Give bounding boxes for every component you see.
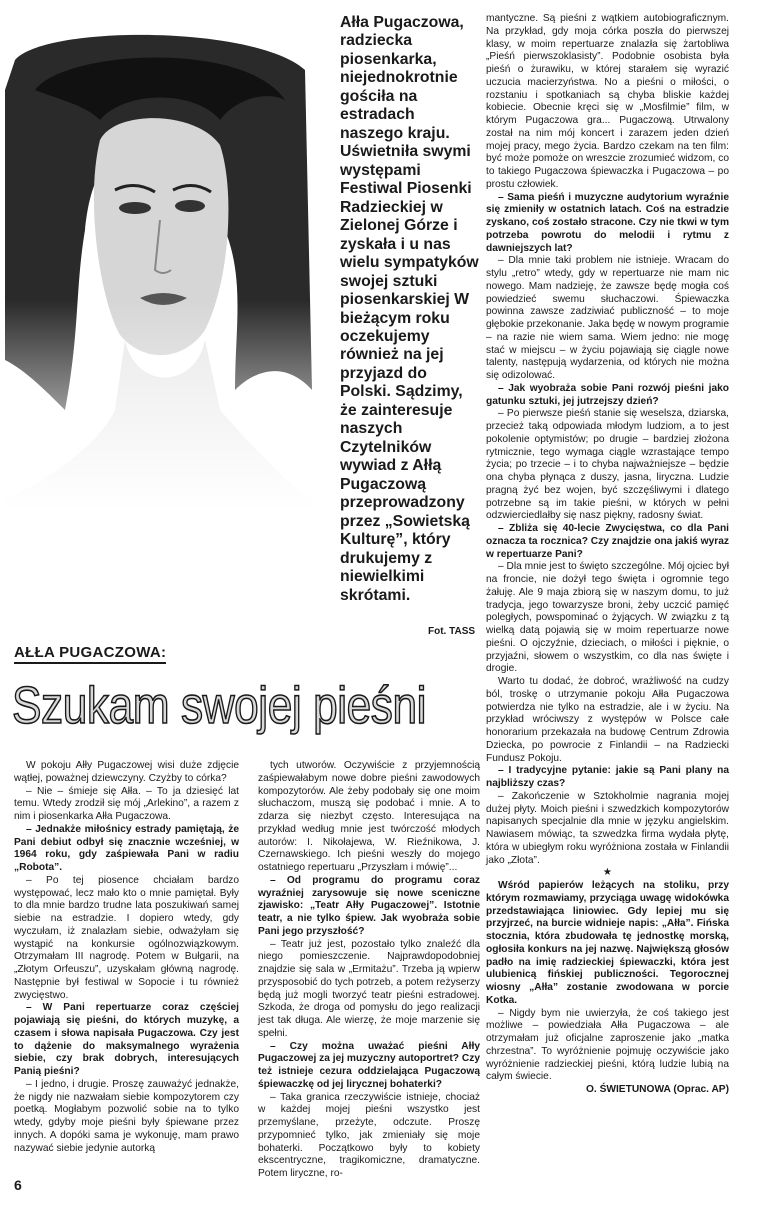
article-paragraph: – Po tej piosence chciałam bardzo występować, lecz mało kto o mnie pamiętał. Były to dla mnie bardzo trudne lata poszukiwań samej siebie na estradzie. I dopiero wtedy, gdy wyczułam, iż znalazłam siebie, odważyłam się wystąpić na konkursie ogólnozwiązkowym. Otrzymałam III nagrodę. Potem w Bułgarii, na „Złotym Orfeuszu”, uzyskałam główną nagrodę. Następnie był festiwal w Sopocie i tu również zwycięstwo.	[14, 874, 239, 1001]
article-paragraph: – I jedno, i drugie. Proszę zauważyć jednakże, że nigdy nie nazwałam siebie kompozytorem czy poetką. Mogłabym pozwolić sobie na to tylko wtedy, gdyby moje pieśni były śpiewane przez innych. A dopóki sama je wykonuję, mam prawo nazywać siebie jedynie autorką	[14, 1078, 239, 1154]
kicker: AŁŁA PUGACZOWA:	[14, 644, 166, 664]
interview-question: – W Pani repertuarze coraz częściej pojawiają się pieśni, do których muzykę, a czasem i słowa napisała Pugaczowa. Czy jest to dążenie do maksymalnego wyrażenia siebie, czy brak dobrych, interesujących Panią pieśni?	[14, 1002, 239, 1077]
column-2	[258, 760, 480, 1181]
interview-question: – Jednakże miłośnicy estrady pamiętają, że Pani debiut odbył się znacznie wcześniej, w 1964 roku, gdy zaśpiewała Pani w radiu „Robota”.	[14, 823, 239, 873]
byline: O. ŚWIETUNOWA (Oprac. AP)	[585, 1084, 729, 1095]
article-paragraph: mantyczne. Są pieśni z wątkiem autobiograficznym. Na przykład, gdy moja córka poszła do pierwszej klasy, w moim repertuarze znalazła się żartobliwa „Pieśń pierwszoklasisty”. Podobnie osobista była pieśń o żurawiku, w której starałem się wyrazić uczucia macierzyństwa. No a pieśni o miłości, o rozstaniu i spotkaniach są chyba bliskie każdej kobiecie. Obecnie kręci się w „Mosfilmie” film, w którym Pugaczowa gra... Pugaczową. Utrwalony został na nim mój koncert i zarazem jeden dzień mojej pracy, mego życia. Bardzo czekam na ten film: być może pomoże on wreszcie zrozumieć widzom, co to takiego Pugaczowa śpiewaczka i Pugaczowa – po prostu człowiek.	[486, 13, 729, 190]
interview-question: Wśród papierów leżących na stoliku, przy którym rozmawiamy, przyciąga uwagę widokówka przedstawiająca liniowiec. Gdy lepiej mu się przyjrzeć, na burcie widnieje napis: „Ałła”. Fińska stocznia, która zbudowała tę jednostkę morską, ogłosiła konkurs na jej nazwę. Największą głosów padło na imię radzieckiej śpiewaczki, która jest ulubienicą fińskiej publiczności. Tegorocznej wiosny „Ałła” zostanie zwodowana w porcie Kotka.	[486, 880, 729, 1006]
article-paragraph: – Po pierwsze pieśń stanie się weselsza, dziarska, przecież taką odpowiada młodym ludziom, a to jest pokolenie optymistów; po drugie – bardziej złożona rytmicznie, tego wymaga ciągle wzrastające tempo życia; po trzecie – i to chyba najważniejsze – będzie ona chyba płynąca z duszy, jasna, liryczna. Ludzie pragną żyć bez wojen, być szczęśliwymi i dlatego potrzebne są im takie pieśni, w których w pełni odzwierciedlałby się nasz piękny, radosny świat.	[486, 408, 729, 522]
portrait-photo	[5, 30, 312, 630]
column-3	[486, 13, 729, 1097]
intro-lead	[340, 14, 480, 605]
headline-text: Szukam swojej pieśni	[12, 677, 427, 735]
separator-star-icon: ★	[602, 867, 613, 879]
interview-question: – I tradycyjne pytanie: jakie są Pani plany na najbliższy czas?	[486, 765, 729, 789]
article-paragraph: – Taka granica rzeczywiście istnieje, chociaż w każdej mojej pieśni wszystko jest przemyślane, przeżyte, odczute. Proszę przypomnieć tylko, jak zmieniały się moje bohaterki. Początkowo były to kobiety ekscentryczne, tragikomiczne, dramatyczne. Potem liryczne, ro-	[258, 1091, 480, 1179]
headline	[12, 664, 427, 748]
page-number: 6	[14, 1177, 22, 1193]
article-paragraph: – Nie – śmieje się Ałła. – To ja dziesięć lat temu. Wtedy zrodził się mój „Arlekino”, a razem z nim i piosenkarka Ałła Pugaczowa.	[14, 785, 239, 822]
interview-question: – Zbliża się 40-lecie Zwycięstwa, co dla Pani oznacza ta rocznica? Czy znajdzie ona jakiś wyraz w repertuarze Pani?	[486, 523, 729, 560]
article-paragraph: – Teatr już jest, pozostało tylko znaleźć dla niego pomieszczenie. Najprawdopodobniej znajdzie się sala w „Ermitażu”. Trzeba ją wpierw przysposobić do tych potrzeb, a potem reżyserzy będą już mogli tworzyć teatr pieśni estradowej. Szkoda, że droga od pomysłu do jego realizacji jest tak długa. Ale wierzę, że moje marzenie się spełni.	[258, 938, 480, 1039]
article-paragraph: W pokoju Ałły Pugaczowej wisi duże zdjęcie wątłej, poważnej dziewczyny. Czyżby to córka?	[14, 760, 239, 784]
article-paragraph: – Nigdy bym nie uwierzyła, że coś takiego jest możliwe – powiedziała Ałła Pugaczowa – ale otrzymałam już oficjalne zaproszenie jako „matka chrzestna”. To wyróżnienie pojmuję oczywiście jako wyróżnienie radzieckiej pieśni, którą ludzie lubią na całym świecie.	[486, 1007, 729, 1083]
article-paragraph: Warto tu dodać, że dobroć, wrażliwość na cudzy ból, troskę o utrzymanie pokoju Ałła Pugaczowa potwierdza nie tylko na estradzie, ale i w życiu. Na przykład wróciwszy z występów w Polsce całe honorarium przekazała na budowę Centrum Zdrowia Dziecka, po powrocie z Finlandii – na Radziecki Fundusz Pokoju.	[486, 676, 729, 764]
intro-text: Ałła Pugaczowa, radziecka piosenkarka, niejednokrotnie gościła na estradach naszego kraju. Uświetniła swymi występami Festiwal Piosenki Radzieckiej w Zielonej Górze i zyskała i u nas wielu sympatyków swojej sztuki piosenkarskiej W bieżącym roku oczekujemy również na jej przyjazd do Polski. Sądzimy, że zainteresuje naszych Czytelników wywiad z Ałłą Pugaczową przeprowadzony przez „Sowietską Kulturę”, który drukujemy z niewielkimi skrótami.	[340, 14, 479, 604]
article-paragraph: – Zakończenie w Sztokholmie nagrania mojej dużej płyty. Moich pieśni i szwedzkich kompozytorów napisanych specjalnie dla mnie w języku angielskim. Nawiasem mówiąc, ta szwedzka firma wydała płytę, która w ubiegłym roku wyróżniona została w Finlandii jako „Złota”.	[486, 790, 729, 866]
interview-question: – Od programu do programu coraz wyraźniej zarysowuje się nowe sceniczne zjawisko: „Teatr Ałły Pugaczowej”. Istotnie teatr, a nie tylko śpiew. Jak wyobraża sobie Pani jego przyszłość?	[258, 874, 480, 937]
photo-credit: Fot. TASS	[428, 626, 476, 637]
article-paragraph: – Dla mnie taki problem nie istnieje. Wracam do stylu „retro” wtedy, gdy w repertuarze nie mam nic nowego. Mam nadzieję, że zawsze będę mogła coś powiedzieć swemu słuchaczowi. Śpiewaczka powinna zawsze zadziwiać publiczność – to moje głębokie przekonanie. Jaka będę w nowym programie – na razie nie wiem sama. Wiem jedno: nie mogę stać w miejscu – w życiu pojawiają się ciągle nowe talenty, następują wydarzenia, od których nie można się odizolować.	[486, 255, 729, 381]
interview-question: – Jak wyobraża sobie Pani rozwój pieśni jako gatunku sztuki, jej jutrzejszy dzień?	[486, 382, 729, 407]
interview-question: – Sama pieśń i muzyczne audytorium wyraźnie się zmieniły w ostatnich latach. Coś na estradzie zyskano, coś zostało stracone. Czy nie tkwi w tym potrzeba powrotu do melodii i rytmu z dawniejszych lat?	[486, 191, 729, 254]
column-1	[14, 760, 239, 1155]
interview-question: – Czy można uważać pieśni Ałły Pugaczowej za jej muzyczny autoportret? Czy też istnieje cezura oddzielająca Pugaczową śpiewaczkę od jej lirycznej bohaterki?	[258, 1040, 480, 1090]
article-paragraph: tych utworów. Oczywiście z przyjemnością zaśpiewałabym nowe dobre pieśni zawodowych kompozytorów. Ale żeby podobały się one moim słuchaczom, muszą się podobać i mnie. A to zdarza się niezbyt często. Interesująca na przykład według mnie jest twórczość młodych autorów: I. Nikołajewa, W. Rieźnikowa, J. Czernawskiego. Ich pieśni weszły do mojego ostatniego repertuaru „Przyszłam i mówię”...	[258, 760, 480, 873]
article-paragraph: – Dla mnie jest to święto szczególne. Mój ojciec był na froncie, nie dożył tego święta i ogromnie tego żałuję. Ale 9 maja zbiorą się w naszym domu, to już tradycja, jego towarzysze broni, żeby uczcić pamięć poległych, powspominać o żyjących. W związku z tą wielką datą pojawią się w moim repertuarze nowe pieśni. O ojczyźnie, dzieciach, o miłości i pięknie, o przyjaźni, słowem o wszystkim, co dla nas święte i drogie.	[486, 561, 730, 675]
